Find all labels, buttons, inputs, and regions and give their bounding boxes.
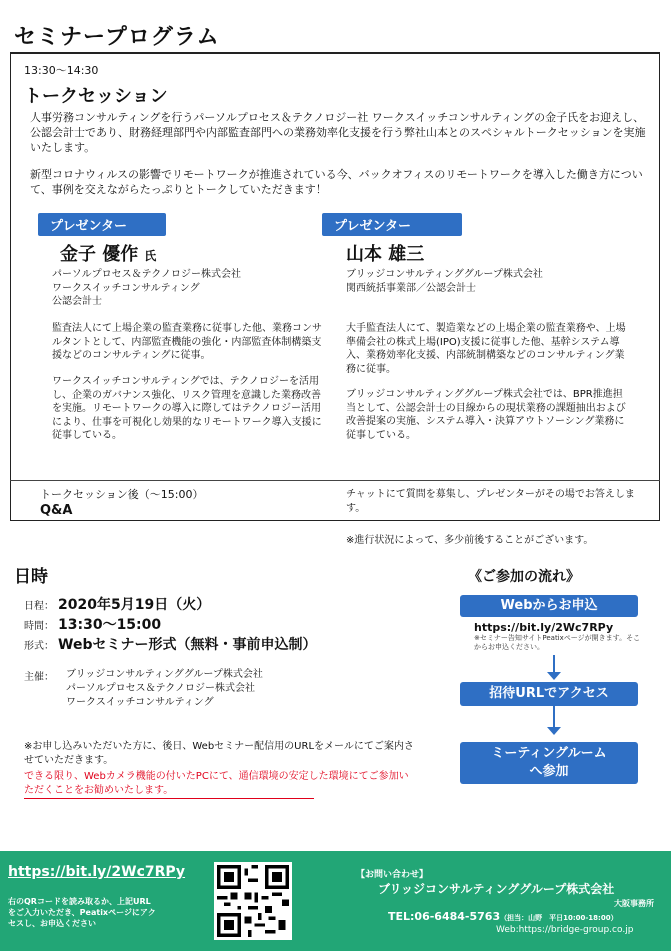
affiliation-line: パーソルプロセス＆テクノロジー株式会社 — [52, 269, 241, 280]
presenter-2-bio-2: ブリッジコンサルティンググループ株式会社では、BPR推進担当として、公認会計士の目線からの現状業務の課題抽出および改善提案の実施、システム導入・決算アウトソーシング業務に従事している。 — [346, 389, 626, 441]
presenter-badge-1: プレゼンター — [38, 213, 166, 236]
time-label: 時間： — [24, 621, 54, 632]
session-heading: トークセッション — [24, 86, 168, 107]
time-value: 13:30～15:00 — [58, 617, 162, 633]
flow-step-access: 招待URLでアクセス — [460, 682, 638, 706]
flow-step-join-line1: ミーティングルーム — [491, 746, 607, 761]
organizer-list — [66, 668, 263, 710]
after-session-label: トークセッション後（～15:00） — [40, 488, 204, 501]
arrow-down-icon — [547, 672, 561, 680]
frame-border-left — [10, 52, 11, 520]
flow-step-join — [460, 742, 638, 784]
format-row — [24, 634, 316, 654]
date-label: 日程： — [24, 601, 54, 612]
format-value: Webセミナー形式（無料・事前申込制） — [58, 637, 317, 653]
title-divider — [10, 52, 660, 54]
session-intro: 人事労務コンサルティングを行うパーソルプロセス＆テクノロジー社 ワークスイッチコンサルティングの金子氏をお迎えし、公認会計士であり、財務経理部門や内部監査部門への業務効率化支援を行う弊社山本とのスペシャルトークセッションを実施いたします。 — [30, 111, 646, 154]
progress-note: ※進行状況によって、多少前後することがございます。 — [346, 535, 594, 546]
organizer-item: パーソルプロセス＆テクノロジー株式会社 — [66, 683, 255, 694]
presenter-2-bio: 大手監査法人にて、製造業などの上場企業の監査業務や、上場準備会社の株式上場(IPO)支援に従事した他、基幹システム導入、業務効率化支援、内部統制構築などのコンサルティング業務に従事。 — [346, 323, 626, 375]
session-description: 新型コロナウィルスの影響でリモートワークが推進されている今、バックオフィスのリモートワークを導入した働き方について、事例を交えながらたっぷりとトークしていただきます！ — [30, 168, 643, 196]
footer-instruction: 右のQRコードを読み取るか、上記URLをご入力いただき、Peatixページにアクセスし、お申込ください — [8, 897, 156, 928]
date-value: 2020年5月19日（火） — [58, 597, 211, 613]
affiliation-line: 関西統括事業部／公認会計士 — [346, 282, 476, 294]
page-title: セミナープログラム — [14, 25, 220, 50]
affiliation-line: ワークスイッチコンサルティング — [52, 282, 200, 294]
flow-step-apply: Webからお申込 — [460, 595, 638, 617]
flow-title: 《ご参加の流れ》 — [468, 569, 580, 585]
flow-url-link[interactable]: https://bit.ly/2Wc7RPy — [474, 621, 614, 634]
arrow-down-icon — [547, 727, 561, 735]
environment-notice: できる限り、Webカメラ機能の付いたPCにて、通信環境の安定した環境にてご参加いただくことをお勧めいたします。 — [24, 771, 409, 796]
frame-divider — [10, 480, 660, 481]
date-row — [24, 594, 210, 614]
organizer-item: ブリッジコンサルティンググループ株式会社 — [66, 669, 263, 680]
time-row — [24, 614, 161, 634]
format-label: 形式： — [24, 641, 54, 652]
footer-url-link[interactable]: https://bit.ly/2Wc7RPy — [8, 864, 186, 880]
qr-code-icon[interactable] — [214, 862, 292, 940]
presenter-1-name-text: 金子 優作 — [60, 244, 139, 265]
footer-office: 大阪事務所 — [614, 899, 654, 908]
notice-underline — [24, 798, 314, 799]
presenter-badge-2: プレゼンター — [322, 213, 462, 236]
session-time: 13:30～14:30 — [24, 64, 99, 77]
presenter-1-honorific: 氏 — [144, 249, 157, 263]
footer-tel-number: TEL:06-6484-5763 — [388, 910, 501, 923]
presenter-1-affiliation — [52, 268, 292, 309]
organizer-label: 主催： — [24, 672, 54, 683]
frame-border-bottom — [10, 520, 660, 521]
footer-tel — [388, 910, 618, 923]
affiliation-line: 公認会計士 — [52, 296, 102, 307]
frame-border-right — [659, 52, 660, 520]
footer-company: ブリッジコンサルティンググループ株式会社 — [378, 882, 615, 896]
flow-step-join-line2: へ参加 — [529, 764, 569, 779]
affiliation-line: ブリッジコンサルティンググループ株式会社 — [346, 269, 543, 280]
footer-web-link[interactable]: Web:https://bridge-group.co.jp — [496, 925, 634, 935]
footer-tel-note: （担当：山野 平日10:00-18:00） — [500, 914, 618, 922]
presenter-2-affiliation — [346, 268, 626, 295]
qa-heading: Q&A — [40, 503, 73, 518]
flow-url-note: ※セミナー告知サイトPeatixページが開きます。そこからお申込ください。 — [474, 634, 641, 651]
presenter-1-name — [60, 240, 156, 266]
presenter-1-bio-2: ワークスイッチコンサルティングでは、テクノロジーを活用し、企業のガバナンス強化、リスク管理を意識した業務改善を実施。リモートワークの導入に際してはテクノロジー活用により、仕事を可視化し効果的なリモートワーク導入支援に従事している。 — [52, 376, 322, 441]
contact-label: 【お問い合わせ】 — [356, 870, 429, 880]
chat-note: チャットにて質問を募集し、プレゼンターがその場でお答えします。 — [346, 489, 635, 514]
organizer-item: ワークスイッチコンサルティング — [66, 697, 214, 708]
url-notice: ※お申し込みいただいた方に、後日、Webセミナー配信用のURLをメールにてご案内させていただきます。 — [24, 741, 414, 766]
presenter-2-name: 山本 雄三 — [346, 244, 425, 265]
schedule-heading: 日時 — [14, 567, 48, 587]
presenter-1-bio: 監査法人にて上場企業の監査業務に従事した他、業務コンサルタントとして、内部監査機能の強化・内部監査体制構築支援などのコンサルティングに従事。 — [52, 323, 322, 361]
